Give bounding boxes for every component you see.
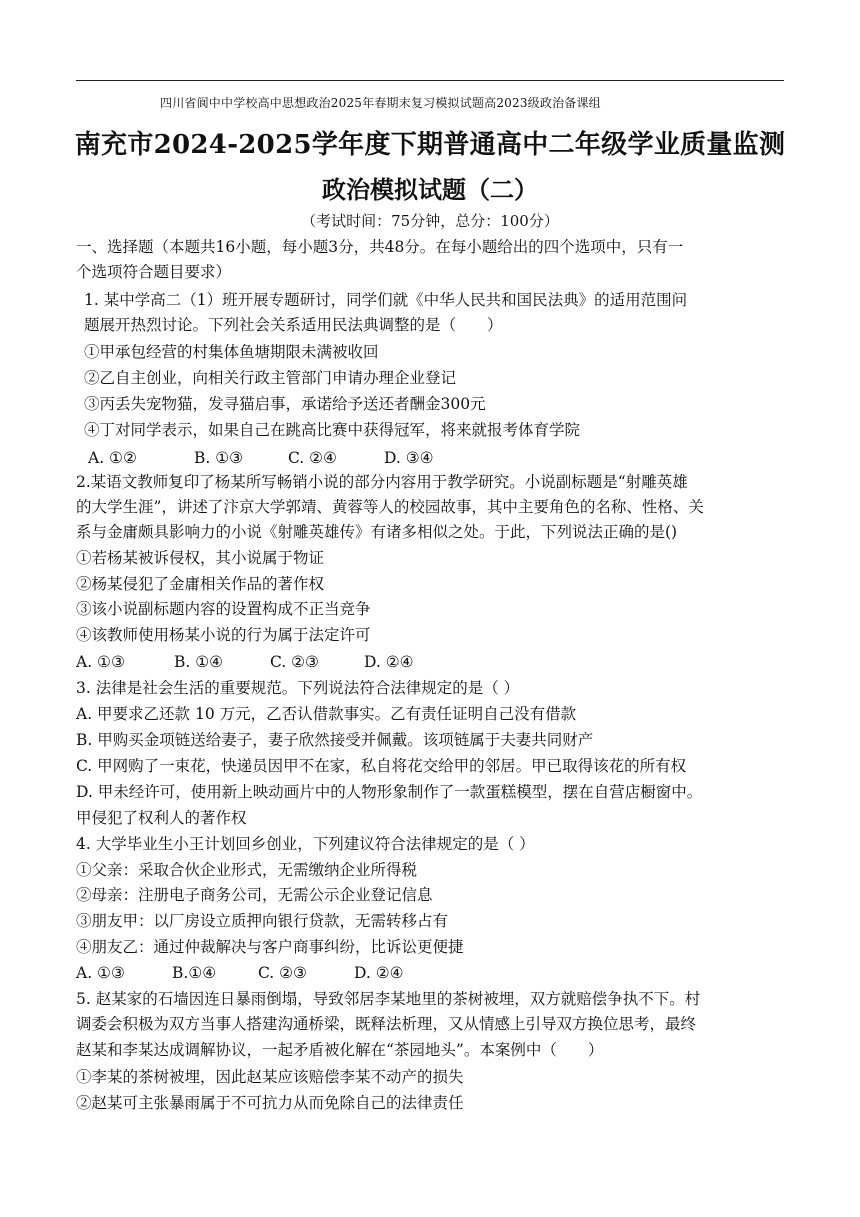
q5-statement-1: ①李某的茶树被埋，因此赵某应该赔偿李某不动产的损失 [76,1068,464,1086]
exam-subtitle: 政治模拟试题（二） [322,175,538,204]
header-note: 四川省阆中中学校高中思想政治2025年春期末复习模拟试题高2023级政治备课组 [160,96,601,110]
q4-statement-3: ③朋友甲：以厂房设立质押向银行贷款，无需转移占有 [76,912,449,930]
q5-stem: 5. 赵某家的石墙因连日暴雨倒塌，导致邻居李某地里的茶树被埋，双方就赔偿争执不下。村 [76,990,701,1008]
q2-statement-1: ①若杨某被诉侵权，其小说属于物证 [76,549,325,567]
q1-option-c: C. ②④ [288,449,337,467]
q3-option-b: B. 甲购买金项链送给妻子，妻子欣然接受并佩戴。该项链属于夫妻共同财产 [76,731,594,749]
q3-option-c: C. 甲网购了一束花，快递员因甲不在家，私自将花交给甲的邻居。甲已取得该花的所有权 [76,757,687,775]
q2-options [76,651,414,673]
q1-statement-4: ④丁对同学表示，如果自己在跳高比赛中获得冠军，将来就报考体育学院 [84,421,581,439]
q4-options [76,962,404,984]
q1-stem: 1. 某中学高二（1）班开展专题研讨，同学们就《中华人民共和国民法典》的适用范围问 [84,291,688,309]
q2-option-b: B. ①④ [174,653,224,671]
q3-option-d-cont: 甲侵犯了权利人的著作权 [76,809,247,827]
q2-stem: 2.某语文教师复印了杨某所写畅销小说的部分内容用于教学研究。小说副标题是“射雕英雄 [76,473,688,491]
section-heading-cont: 个选项符合题目要求） [76,263,232,281]
q4-option-d: D. ②④ [354,964,404,982]
q1-option-a: A. ①② [88,449,137,467]
q2-option-a: A. ①③ [76,653,125,671]
q4-option-a: A. ①③ [76,964,125,982]
q1-statement-2: ②乙自主创业，向相关行政主管部门申请办理企业登记 [84,369,457,387]
exam-title: 南充市2024-2025学年度下期普通高中二年级学业质量监测 [74,130,786,160]
q5-stem-cont-2: 赵某和李某达成调解协议，一起矛盾被化解在“茶园地头”。本案例中（ ） [76,1041,604,1059]
q2-option-d: D. ②④ [364,653,414,671]
q4-statement-1: ①父亲：采取合伙企业形式，无需缴纳企业所得税 [76,861,418,879]
q3-stem: 3. 法律是社会生活的重要规范。下列说法符合法律规定的是（ ） [76,679,520,697]
exam-info: （考试时间：75分钟，总分：100分） [301,212,559,230]
q1-statement-3: ③丙丢失宠物猫，发寻猫启事，承诺给予送还者酬金300元 [84,395,486,413]
q4-stem: 4. 大学毕业生小王计划回乡创业，下列建议符合法律规定的是（ ） [76,835,535,853]
q1-statement-1: ①甲承包经营的村集体鱼塘期限未满被收回 [84,343,379,361]
q5-statement-2: ②赵某可主张暴雨属于不可抗力从而免除自己的法律责任 [76,1094,464,1112]
q2-statement-3: ③该小说副标题内容的设置构成不正当竞争 [76,600,371,618]
q3-option-d: D. 甲未经许可，使用新上映动画片中的人物形象制作了一款蛋糕模型，摆在自营店橱窗中。 [76,783,703,801]
header-rule [76,80,784,81]
q2-statement-2: ②杨某侵犯了金庸相关作品的著作权 [76,575,325,593]
q3-option-a: A. 甲要求乙还款 10 万元，乙否认借款事实。乙有责任证明自己没有借款 [76,705,577,723]
q1-options [88,447,434,469]
q4-option-b: B.①④ [172,964,217,982]
q2-stem-cont-1: 的大学生涯”，讲述了汴京大学郭靖、黄蓉等人的校园故事，其中主要角色的名称、性格、关 [76,498,704,516]
q1-option-d: D. ③④ [384,449,434,467]
q1-option-b: B. ①③ [194,449,244,467]
section-heading: 一、选择题（本题共16小题，每小题3分，共48分。在每小题给出的四个选项中，只有一 [76,238,684,256]
q2-option-c: C. ②③ [270,653,319,671]
q2-statement-4: ④该教师使用杨某小说的行为属于法定许可 [76,626,371,644]
q1-stem-cont: 题展开热烈讨论。下列社会关系适用民法典调整的是（ ） [84,316,503,334]
q5-stem-cont-1: 调委会积极为双方当事人搭建沟通桥梁，既释法析理，又从情感上引导双方换位思考，最终 [76,1015,697,1033]
q2-stem-cont-2: 系与金庸颇具影响力的小说《射雕英雄传》有诸多相似之处。于此，下列说法正确的是() [76,523,678,541]
q4-statement-4: ④朋友乙：通过仲裁解决与客户商事纠纷，比诉讼更便捷 [76,938,464,956]
q4-statement-2: ②母亲：注册电子商务公司，无需公示企业登记信息 [76,886,433,904]
q4-option-c: C. ②③ [258,964,307,982]
